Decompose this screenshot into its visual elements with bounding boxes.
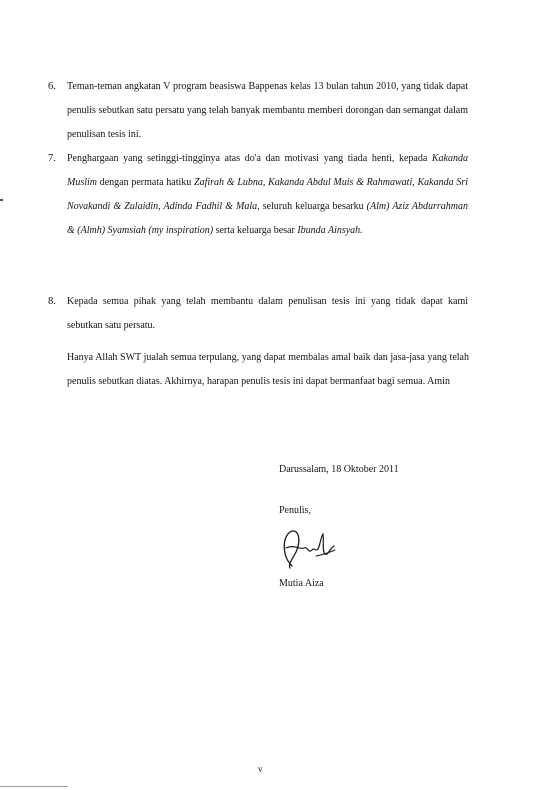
- list-item-segment: seluruh keluarga besarku: [259, 201, 367, 212]
- list-item-number: 7.: [48, 153, 56, 164]
- signer-name: Mutia Aiza: [279, 578, 324, 589]
- list-item-segment: Kepada semua pihak yang telah membantu dalam penulisan tesis ini yang tidak dapat kami sebutkan satu persatu.: [67, 296, 468, 331]
- handwritten-signature: [278, 526, 338, 572]
- list-item-6: [48, 75, 468, 147]
- list-item-segment-italic: (Alm) Aziz Abdurrahman & (Almh) Syamsiah (my inspiration): [67, 201, 468, 236]
- closing-paragraph: Hanya Allah SWT jualah semua terpulang, yang dapat membalas amal baik dan jasa-jasa yang telah penulis sebutkan diatas. Akhirnya, harapan penulis tesis ini dapat bermanfaat bagi semua. Amin: [67, 352, 469, 387]
- list-item-segment-italic: Kakanda Muslim: [67, 153, 468, 188]
- list-item-text: [67, 75, 468, 147]
- list-item-text: [67, 147, 468, 243]
- footer-rule: [0, 786, 68, 787]
- place-date: Darussalam, 18 Oktober 2011: [279, 464, 399, 475]
- list-item-8: [48, 290, 468, 338]
- signer-role: Penulis,: [279, 505, 311, 516]
- list-item-text: [67, 290, 468, 338]
- list-item-segment: dengan permata hatiku: [97, 177, 195, 188]
- list-item-segment: Teman-teman angkatan V program beasiswa Bappenas kelas 13 bulan tahun 2010, yang tidak dapat penulis sebutkan satu persatu yang telah banyak membantu memberi dorongan dan semangat dalam penulisan tesis ini.: [67, 81, 468, 140]
- list-item-segment: serta keluarga besar: [213, 225, 298, 236]
- list-item-segment-italic: Ibunda Ainsyah.: [297, 225, 363, 236]
- scan-edge-mark: [0, 199, 3, 201]
- list-item-segment-italic: Zafirah & Lubna, Kakanda Abdul Muis & Rahmawati, Kakanda Sri Novakandi & Zulaidin, Adinda Fadhil & Mala,: [67, 177, 468, 212]
- list-item-number: 6.: [48, 81, 56, 92]
- page-number: v: [258, 764, 263, 774]
- list-item-segment: Penghargaan yang setinggi-tingginya atas do'a dan motivasi yang tiada henti, kepada: [67, 153, 432, 164]
- list-item-7: [48, 147, 468, 243]
- list-item-number: 8.: [48, 296, 56, 307]
